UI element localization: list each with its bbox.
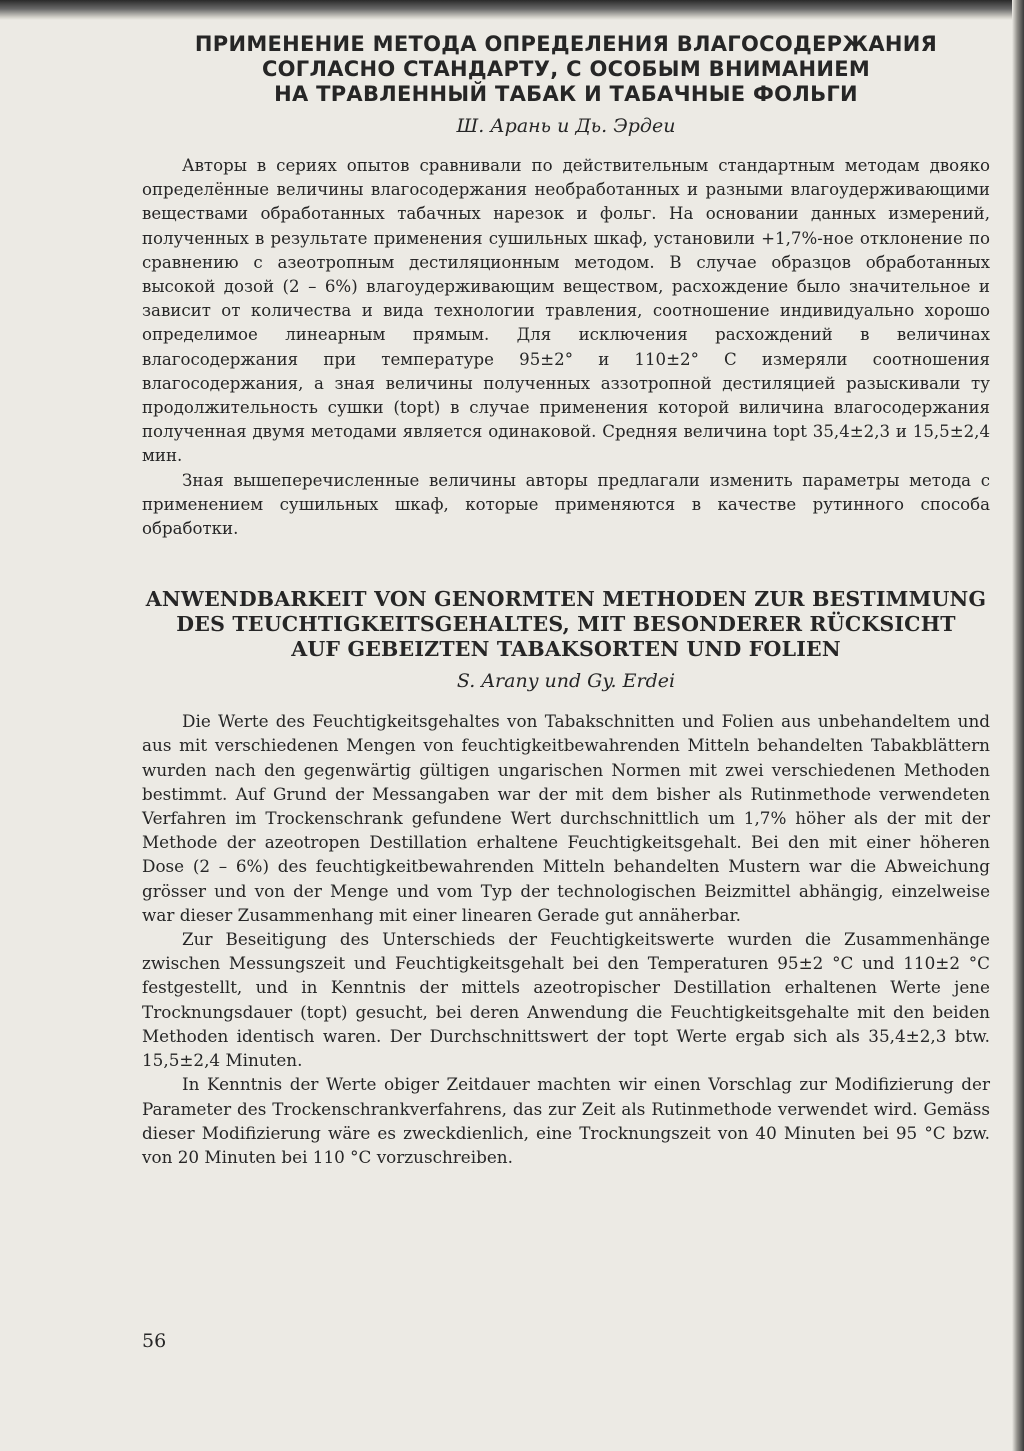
german-paragraph: Die Werte des Feuchtigkeitsgehaltes von Tabakschnitten und Folien aus unbehandeltem und aus mit verschiedenen Mengen von feuchtigkeitbewahrenden Mitteln behandelten Tabakblättern wurden nach den gegenwärtig gültigen ungarischen Normen mit zwei verschiedenen Methoden bestimmt. Auf Grund der Messangaben war der mit dem bisher als Rutinmethode verwendeten Verfahren im Trockenschrank gefundene Wert durchschnittlich um 1,7% höher als der mit der Methode der azeotropen Destillation erhaltene Feuchtigkeitsgehalt. Bei den mit einer höheren Dose (2 – 6%) des feuchtigkeitbewahrenden Mitteln behandelten Mustern war die Abweichung grösser und von der Menge und vom Typ der technologischen Beizmittel abhängig, einzelweise war dieser Zusammenhang mit einer linearen Gerade gut annäherbar.: [142, 711, 990, 925]
german-paragraph: Zur Beseitigung des Unterschieds der Feuchtigkeitswerte wurden die Zusammenhänge zwischen Messungszeit und Feuchtigkeitsgehalt bei den Temperaturen 95±2 °C und 110±2 °C festgestellt, und in Kenntnis der mittels azeotropischer Destillation erhaltenen Werte jene Trocknungsdauer (topt) gesucht, bei deren Anwendung die Feuchtigkeitsgehalte mit den beiden Methoden identisch waren. Der Durchschnittswert der topt Werte ergab sich als 35,4±2,3 btw. 15,5±2,4 Minuten.: [142, 929, 990, 1071]
russian-title-line: НА ТРАВЛЕННЫЙ ТАБАК И ТАБАЧНЫЕ ФОЛЬГИ: [274, 82, 858, 106]
scan-edge-right: [1012, 0, 1024, 1451]
german-authors: S. Arany und Gy. Erdei: [456, 670, 676, 693]
russian-paragraph: Авторы в сериях опытов сравнивали по действительным стандартным методам двояко определённые величины влагосодержания необработанных и разными влагоудерживающими веществами обработанных табачных нарезок и фольг. На основании данных измерений, полученных в результате применения сушильных шкаф, установили +1,7%-ное отклонение по сравнению с азеотропным дестиляционным методом. В случае образцов обработанных высокой дозой (2 – 6%) влагоудерживающим веществом, расхождение было значительное и зависит от количества и вида технологии травления, соотношение индивидуально хорошо определимое линеарным прямым. Для исключения расхождений в величинах влагосодержания при температуре 95±2° и 110±2° С измеряли соотношения влагосодержания, а зная величины полученных аззотропной дестиляцией разыскивали ту продолжительность сушки (topt) в случае применения которой виличина влагосодержания полученная двумя методами является одинаковой. Средняя величина topt 35,4±2,3 и 15,5±2,4 мин.: [142, 156, 990, 466]
russian-authors: Ш. Арань и Дь. Эрдеи: [456, 115, 676, 137]
german-title-line: DES TEUCHTIGKEITSGEHALTES, MIT BESONDERER RÜCKSICHT: [176, 612, 956, 637]
german-abstract-body: [142, 709, 990, 1169]
german-abstract-section: [142, 587, 990, 1169]
russian-title-line: СОГЛАСНО СТАНДАРТУ, С ОСОБЫМ ВНИМАНИЕМ: [261, 57, 871, 81]
german-title-line: AUF GEBEIZTEN TABAKSORTEN UND FOLIEN: [291, 637, 841, 662]
russian-title-line: ПРИМЕНЕНИЕ МЕТОДА ОПРЕДЕЛЕНИЯ ВЛАГОСОДЕРЖАНИЯ: [194, 32, 938, 56]
russian-abstract-body: [142, 154, 990, 541]
russian-title: [142, 32, 990, 107]
german-title: [142, 587, 990, 662]
russian-paragraph: Зная вышеперечисленные величины авторы предлагали изменить параметры метода с применением сушильных шкаф, которые применяются в качестве рутинного способа обработки.: [142, 470, 990, 539]
scan-edge-top: [0, 0, 1024, 20]
german-paragraph: In Kenntnis der Werte obiger Zeitdauer machten wir einen Vorschlag zur Modifizierung der Parameter des Trockenschrankverfahrens, das zur Zeit als Rutinmethode verwendet wird. Gemäss dieser Modifizierung wäre es zweckdienlich, eine Trocknungszeit von 40 Minuten bei 95 °C bzw. von 20 Minuten bei 110 °C vorzuschreiben.: [142, 1074, 990, 1167]
page-content: [142, 32, 990, 1169]
page-number: 56: [142, 1330, 167, 1352]
russian-abstract-section: [142, 32, 990, 541]
german-title-line: ANWENDBARKEIT VON GENORMTEN METHODEN ZUR BESTIMMUNG: [145, 587, 987, 612]
